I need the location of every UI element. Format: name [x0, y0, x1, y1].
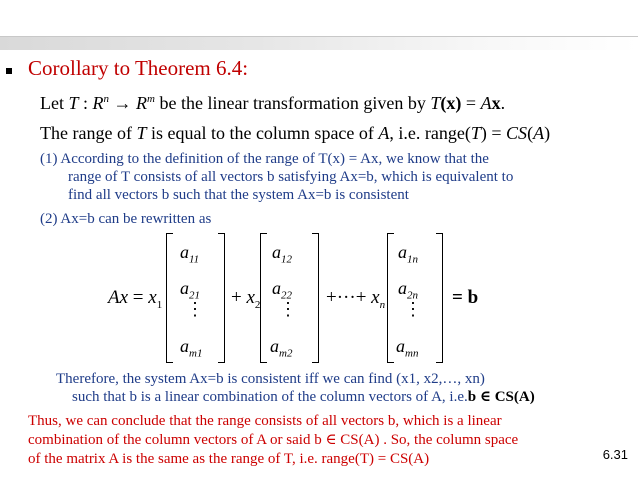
sub-2: 2 — [254, 298, 261, 311]
symbol-x: x — [491, 93, 501, 113]
coef-x2: x — [246, 287, 255, 308]
symbol-T: T — [68, 93, 79, 113]
vdots-2: ⋮ — [279, 299, 297, 319]
range-statement — [40, 123, 550, 144]
sub-1: 1 — [156, 298, 163, 311]
text-range-of: The range of — [40, 123, 132, 143]
bracket-left — [260, 233, 267, 363]
symbol-CS: CS — [506, 123, 528, 143]
sub-n: n — [379, 298, 386, 311]
conclusion-line-1: Thus, we can conclude that the range consists of all vectors b, which is a linear — [28, 413, 502, 429]
entry-a11: $a_{11}$ — [180, 242, 200, 266]
point-1-line-1: (1) According to the definition of the range of T(x) = Ax, we know that the — [40, 151, 489, 167]
symbol-Rm: R — [136, 93, 148, 113]
coef-xn: x — [371, 287, 380, 308]
bracket-right — [436, 233, 443, 363]
header-rule-line — [0, 36, 638, 37]
text-colon: : — [78, 93, 93, 113]
header-rule — [0, 36, 638, 50]
entry-am2: $a_{m2}$ — [270, 336, 293, 360]
coef-x1: x — [148, 287, 157, 308]
therefore-text: such that b is a linear combination of the column vectors of A, i.e. — [72, 389, 468, 405]
therefore-line-1: Therefore, the system Ax=b is consistent iff we can find (x1, x2,…, xn) — [56, 371, 485, 387]
text-equals: = — [461, 93, 481, 113]
slide-title: Corollary to Theorem 6.4: — [28, 56, 249, 80]
symbol-Rn: R — [92, 93, 104, 113]
sup-n: n — [103, 93, 110, 105]
entry-amn: $a_{mn}$ — [396, 336, 419, 360]
bracket-right — [218, 233, 225, 363]
text-period: . — [500, 93, 506, 113]
sup-m: m — [147, 93, 155, 105]
entry-a22: $a_{22}$ — [272, 278, 292, 302]
text-let: Let — [40, 93, 64, 113]
bullet-square — [6, 68, 12, 74]
entry-a2n: $a_{2n}$ — [398, 278, 418, 302]
arrow-symbol: → — [109, 93, 137, 113]
bracket-left — [166, 233, 173, 363]
vdots-1: ⋮ — [186, 299, 204, 319]
symbol-T: T — [470, 123, 481, 143]
rhs-b: = b — [452, 287, 479, 308]
text-paren: ( — [527, 123, 534, 143]
entry-am1: $a_{m1}$ — [180, 336, 203, 360]
symbol-T: T — [136, 123, 147, 143]
equals-sign: = — [132, 287, 144, 308]
entry-a1n: $a_{1n}$ — [398, 242, 418, 266]
text-be-linear: be the linear transformation given by — [154, 93, 426, 113]
text-is-equal: is equal to the column space of — [150, 123, 374, 143]
point-2-line: (2) Ax=b can be rewritten as — [40, 211, 212, 227]
conclusion-line-2: combination of the column vectors of A or said b ∈ CS(A) . So, the column space — [28, 432, 519, 448]
bracket-right — [312, 233, 319, 363]
b-in-CSA: b ∈ CS(A) — [467, 389, 535, 405]
lhs-Ax: Ax — [108, 287, 129, 308]
therefore-line-2 — [72, 388, 535, 406]
page-number: 6.31 — [602, 447, 628, 462]
symbol-A: A — [480, 93, 492, 113]
plus-dots: +···+ — [326, 287, 367, 308]
conclusion-line-3: of the matrix A is the same as the range of T, i.e. range(T) = CS(A) — [28, 451, 430, 467]
point-1-line-3: find all vectors b such that the system Ax=b is consistent — [68, 187, 409, 203]
entry-a12: $a_{12}$ — [272, 242, 292, 266]
symbol-A: A — [533, 123, 545, 143]
text-equals: ) = — [480, 123, 507, 143]
text-ie-range: , i.e. range( — [389, 123, 471, 143]
symbol-A: A — [378, 123, 390, 143]
vdots-3: ⋮ — [404, 299, 422, 319]
bracket-left — [387, 233, 394, 363]
definition-line — [40, 93, 505, 114]
symbol-paren-x: (x) — [440, 93, 462, 113]
symbol-T-func: T — [430, 93, 441, 113]
plus-sign: + — [231, 287, 242, 308]
text-paren: ) — [544, 123, 551, 143]
point-1-line-2: range of T consists of all vectors b satisfying Ax=b, which is equivalent to — [68, 169, 514, 185]
entry-a21: $a_{21}$ — [180, 278, 200, 302]
